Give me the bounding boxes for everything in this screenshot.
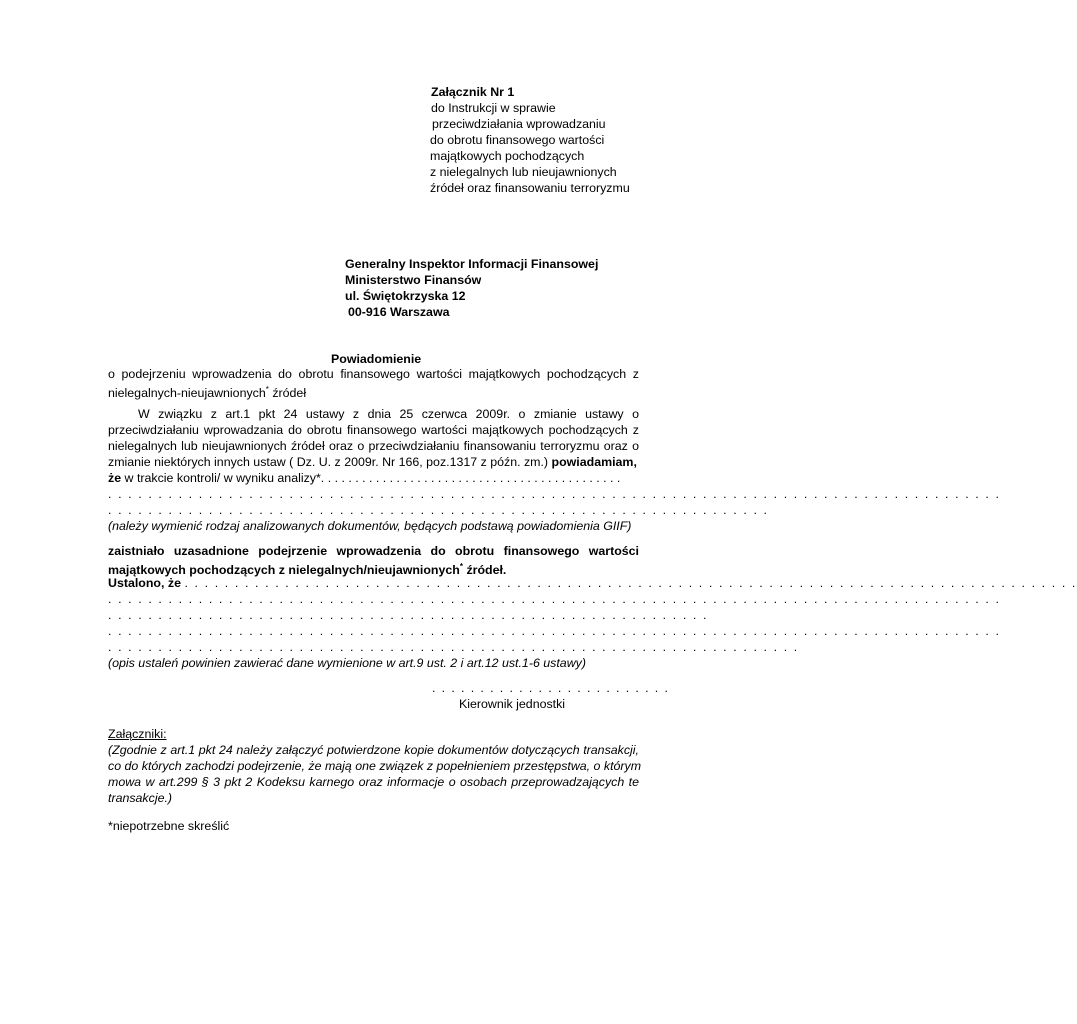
notice-title: Powiadomienie bbox=[331, 352, 422, 366]
paragraph-line: zaistniało uzasadnione podejrzenie wprowadzenia do obrotu finansowego wartości bbox=[108, 544, 639, 558]
notice-subtitle-line2: nielegalnych-nieujawnionych* źródeł bbox=[108, 385, 307, 401]
dotted-line: . . . . . . . . . . . . . . . . . . . . . . . . . . . . . . . . . . . . . . . . . . . . . . . . . . . . . . . . . . . . . . . . . . bbox=[108, 503, 769, 517]
annex-line: przeciwdziałania wprowadzaniu bbox=[432, 117, 606, 131]
notice-subtitle: o podejrzeniu wprowadzenia do obrotu finansowego wartości majątkowych pochodzących z bbox=[108, 367, 639, 381]
dotted-line: . . . . . . . . . . . . . . . . . . . . . . . . . . . . . . . . . . . . . . . . . . . . . . . . . . . . . . . . . . . . . . . . . . . . . . . . . . . . . . . . . . . . . . . . . bbox=[108, 624, 1001, 638]
paragraph-line: przeciwdziałaniu wprowadzania do obrotu finansowego wartości majątkowych pochodzących z bbox=[108, 423, 639, 437]
recipient-line: Generalny Inspektor Informacji Finansowej bbox=[345, 257, 599, 271]
paragraph-line: W związku z art.1 pkt 24 ustawy z dnia 25 czerwca 2009r. o zmianie ustawy o bbox=[138, 407, 639, 421]
attachments-heading: Załączniki: bbox=[108, 727, 167, 741]
attachments-line: co do których zachodzi podejrzenie, że mają one związek z popełnieniem przestępstwa, o którym bbox=[108, 759, 642, 773]
recipient-line: ul. Świętokrzyska 12 bbox=[345, 289, 466, 303]
annex-line: majątkowych pochodzących bbox=[430, 149, 585, 163]
annex-title: Załącznik Nr 1 bbox=[431, 85, 515, 99]
dotted-line: . . . . . . . . . . . . . . . . . . . . . . . . . . . . . . . . . . . . . . . . . . . . . . . . . . . . . . . . . . . . bbox=[108, 608, 709, 622]
annex-line: z nielegalnych lub nieujawnionych bbox=[430, 165, 617, 179]
note-findings: (opis ustaleń powinien zawierać dane wymienione w art.9 ust. 2 i art.12 ust.1-6 ustawy) bbox=[108, 656, 586, 670]
paragraph-line: zmianie niektórych innych ustaw ( Dz. U. z 2009r. Nr 166, poz.1317 z późn. zm.) powiadamiam, bbox=[108, 455, 637, 469]
annex-line: do obrotu finansowego wartości bbox=[430, 133, 605, 147]
dotted-line: . . . . . . . . . . . . . . . . . . . . . . . . . . . . . . . . . . . . . . . . . . . . . . . . . . . . . . . . . . . . . . . . . . . . . bbox=[108, 640, 799, 654]
paragraph-line: majątkowych pochodzących z nielegalnych/nieujawnionych* źródeł. bbox=[108, 562, 507, 578]
signature-label: Kierownik jednostki bbox=[459, 697, 566, 711]
established-line: Ustalono, że . . . . . . . . . . . . . . . . . . . . . . . . . . . . . . . . . . . . . . . . . . . . . . . . . . . . . . . . . . . . . . . . . . . . . . . . . . . . . . . . . . . . . . . . . bbox=[108, 576, 1077, 590]
footnote: *niepotrzebne skreślić bbox=[108, 819, 230, 833]
attachments-line: mowa w art.299 § 3 pkt 2 Kodeksu karnego oraz informacje o osobach przeprowadzających te bbox=[108, 775, 639, 789]
recipient-line: 00-916 Warszawa bbox=[348, 305, 450, 319]
attachments-line: (Zgodnie z art.1 pkt 24 należy załączyć potwierdzone kopie dokumentów dotyczących transakcji, bbox=[108, 743, 639, 757]
annex-line: źródeł oraz finansowaniu terroryzmu bbox=[430, 181, 630, 195]
recipient-line: Ministerstwo Finansów bbox=[345, 273, 482, 287]
paragraph-line: nielegalnych lub nieujawnionych źródeł oraz o przeciwdziałaniu finansowaniu terroryzmu oraz o bbox=[108, 439, 639, 453]
note-documents: (należy wymienić rodzaj analizowanych dokumentów, będących podstawą powiadomienia GIIF) bbox=[108, 519, 632, 533]
signature-dots: . . . . . . . . . . . . . . . . . . . . . . . . . bbox=[432, 681, 670, 695]
attachments-line: transakcje.) bbox=[108, 791, 173, 805]
dotted-line: . . . . . . . . . . . . . . . . . . . . . . . . . . . . . . . . . . . . . . . . . . . . . . . . . . . . . . . . . . . . . . . . . . . . . . . . . . . . . . . . . . . . . . . . . bbox=[108, 487, 1001, 501]
annex-line: do Instrukcji w sprawie bbox=[431, 101, 556, 115]
paragraph-line: że w trakcie kontroli/ w wyniku analizy*. . . . . . . . . . . . . . . . . . . . . . . . . . . . . . . . . . . . . . . . . . . . bbox=[108, 471, 621, 485]
dotted-line: . . . . . . . . . . . . . . . . . . . . . . . . . . . . . . . . . . . . . . . . . . . . . . . . . . . . . . . . . . . . . . . . . . . . . . . . . . . . . . . . . . . . . . . . . bbox=[108, 592, 1001, 606]
